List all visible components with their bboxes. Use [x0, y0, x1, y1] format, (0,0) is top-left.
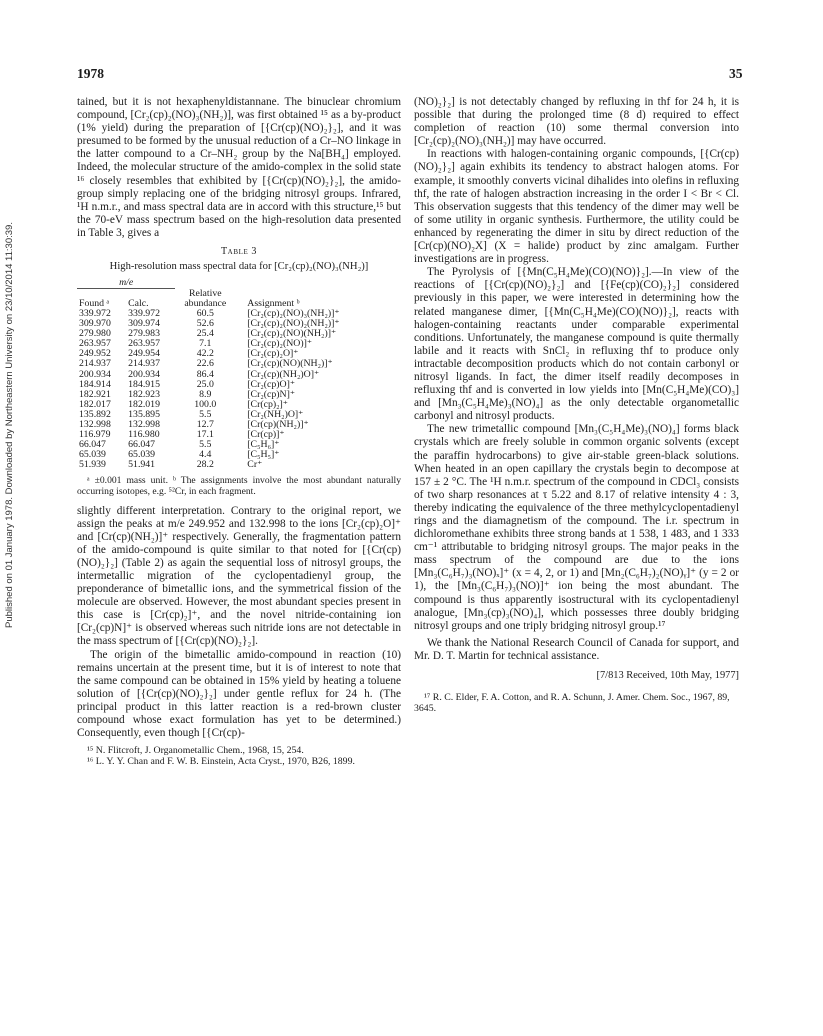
section-pyrolysis: The Pyrolysis of [{Mn(C₅H₄Me)(CO)(NO)}₂].—In view of the reactions of [{Cr(cp)(NO)₂}₂] and [{Fe(cp)(CO)₂}₂] considered previously in this paper, we were interested in determining how the related manganese dimer, [{Mn(C₅H₄Me)(CO)(NO)}₂], reacts with halogen-containing reactants under comparable experimental conditions. Unfortunately, the manganese compound is quite thermally labile and it reacts with SnCl₂ in refluxing thf to produce only intractable decomposition products which do not contain carbonyl or nitrosyl ligands. In fact, the dimer itself readily decomposes in refluxing thf and is converted in low yields into [Mn(C₅H₄Me)(CO)₃] and [Mn₃(C₅H₄Me)₃(NO)₄] as the only detectable organometallic carbonyl and nitrosyl products. — [414, 266, 739, 423]
calc-cell: 65.039 — [128, 449, 156, 461]
abundance-cell: 5.5 — [199, 408, 212, 420]
assignment-cell: [C₅H₅]⁺ — [247, 449, 280, 461]
table-row — [77, 359, 381, 369]
calc-cell: 249.954 — [128, 348, 160, 360]
table-row — [77, 380, 381, 390]
table-row — [77, 440, 381, 450]
found-cell: 214.937 — [79, 358, 111, 370]
calc-cell: 339.972 — [128, 308, 160, 319]
table-row — [77, 370, 381, 380]
table-notes: ᵃ ±0.001 mass unit. ᵇ The assignments involve the most abundant naturally occurring isotopes, e.g. ⁵²Cr, in each fragment. — [77, 474, 401, 497]
abundance-cell: 52.6 — [196, 318, 214, 330]
assignment-cell: [Cr(cp)₂]⁺ — [247, 398, 288, 410]
calc-cell: 182.923 — [128, 388, 160, 400]
table-row — [77, 430, 381, 440]
calc-cell: 214.937 — [128, 358, 160, 370]
page-number-left: 1978 — [77, 66, 104, 81]
download-watermark: Published on 01 January 1978. Downloaded by Northeastern University on 23/10/2014 11:30:39. — [4, 222, 15, 628]
found-cell: 339.972 — [79, 308, 111, 319]
found-cell: 51.939 — [79, 459, 106, 471]
abundance-cell: 7.1 — [199, 338, 212, 350]
assignment-cell: [Cr₂(NH₂)O]⁺ — [247, 408, 304, 420]
assignment-cell: [Cr₂(cp)(NH₂)O]⁺ — [247, 368, 320, 380]
calc-cell: 66.047 — [128, 439, 156, 451]
col-header-assignment: Assignment ᵇ — [247, 297, 300, 309]
assignment-cell: [Cr₂(cp)₂(NO)₃(NH₂)]⁺ — [247, 308, 340, 319]
calc-cell: 135.895 — [128, 408, 160, 420]
table-row — [77, 460, 381, 470]
paragraph: The new trimetallic compound [Mn₃(C₅H₄Me)₃(NO)₄] forms black crystals which are freely soluble in common organic solvents (except the paraffin hydrocarbons) to give air-stable green-black solutions. When heated in an open capillary the crystals begin to decompose at 157 ± 2 °C. The ¹H n.m.r. spectrum of the compound in CDCl₃ consists of two sharp resonances at τ 5.22 and 8.17 of relative intensity 4 : 3, thereby indicating the equivalence of the three methylcyclopentadienyl rings and the diamagnetism of the compound. The i.r. spectrum in dichloromethane exhibits three strong bands at 1 538, 1 483, and 1 333 cm⁻¹ attributable to bridging nitrosyl groups. The major peaks in the mass spectrum of the compound are due to the ions [Mn₃(C₆H₇)₃(NO)ₓ]⁺ (x = 4, 2, or 1) and [Mn₂(C₆H₇)₂(NO)ᵧ]⁺ (y = 2 or 1), the [Mn₃(C₆H₇)₃(NO)]⁺ ion being the most abundant. The compound is thus apparently isostructural with its cyclopentadienyl analogue, [Mn₃(cp)₃(NO)₄], which possesses three doubly bridging nitrosyl groups and one triply bridging nitrosyl group.¹⁷ — [414, 423, 739, 632]
assignment-cell: Cr⁺ — [247, 459, 263, 471]
col-header-found: Found ᵃ — [79, 297, 110, 309]
footnote-16: ¹⁶ L. Y. Y. Chan and F. W. B. Einstein, Acta Cryst., 1970, B26, 1899. — [87, 756, 355, 768]
table-row — [77, 410, 381, 420]
found-cell: 249.952 — [79, 348, 111, 360]
abundance-cell: 12.7 — [196, 419, 214, 431]
left-column — [77, 96, 401, 768]
found-cell: 65.039 — [79, 449, 106, 461]
assignment-cell: [Cr₂(cp)₂O]⁺ — [247, 348, 299, 360]
abundance-cell: 17.1 — [196, 429, 214, 441]
assignment-cell: [Cr(cp)]⁺ — [247, 429, 285, 441]
assignment-cell: [Cr₂(cp)O]⁺ — [247, 378, 296, 390]
assignment-cell: [Cr₂(cp)₂(NO)₂(NH₂)]⁺ — [247, 318, 340, 330]
found-cell: 200.934 — [79, 368, 111, 380]
found-cell: 116.979 — [79, 429, 111, 441]
acknowledgement: We thank the National Research Council of Canada for support, and Mr. D. T. Martin for technical assistance. — [414, 636, 739, 662]
table-row — [77, 450, 381, 460]
mass-spectral-table — [77, 278, 381, 470]
table-row — [77, 349, 381, 359]
mz-header: m/e — [77, 278, 175, 289]
abundance-cell: 4.4 — [199, 449, 212, 461]
table-caption: High-resolution mass spectral data for [Cr₂(cp)₂(NO)₃(NH₂)] — [109, 261, 369, 273]
assignment-cell: [Cr(cp)(NH₂)]⁺ — [247, 419, 309, 431]
found-cell: 279.980 — [79, 328, 111, 340]
table-body — [77, 309, 381, 471]
calc-cell: 182.019 — [128, 398, 160, 410]
footnote-15: ¹⁵ N. Flitcroft, J. Organometallic Chem., 1968, 15, 254. — [87, 745, 304, 757]
abundance-cell: 5.5 — [199, 439, 212, 451]
found-cell: 182.921 — [79, 388, 111, 400]
found-cell: 184.914 — [79, 378, 111, 390]
assignment-cell: [Cr₂(cp)(NO)(NH₂)]⁺ — [247, 358, 333, 370]
assignment-cell: [Cr₂(cp)₂(NO)]⁺ — [247, 338, 313, 350]
found-cell: 135.892 — [79, 408, 111, 420]
calc-cell: 263.957 — [128, 338, 160, 350]
paragraph: tained, but it is not hexaphenyldistannane. The binuclear chromium compound, [Cr₂(cp)₂(NO)₃(NH₂)], was first obtained ¹⁵ as a by-product (1% yield) during the preparation of [{Cr(cp)(NO)₂}₂], and it was presumed to be formed by the unusual reduction of a Cr–NO linkage in the latter compound to a Cr–NH₂ group by the Na[BH₄] employed. Indeed, the molecular structure of the amido-complex in the solid state ¹⁶ closely resembles that exhibited by [{Cr(cp)(NO)₂}₂], the amido-group simply replacing one of the bridging nitrosyl groups. Infrared, ¹H n.m.r., and mass spectral data are in accord with this structure,¹⁵ but the 70-eV mass spectrum based on the high-resolution data presented in Table 3, gives a — [77, 96, 401, 239]
table-row — [77, 420, 381, 430]
table-row — [77, 339, 381, 349]
abundance-cell: 60.5 — [196, 308, 214, 319]
abundance-cell: 86.4 — [196, 368, 214, 380]
found-cell: 263.957 — [79, 338, 111, 350]
paragraph: slightly different interpretation. Contrary to the original report, we assign the peaks at m/e 249.952 and 132.998 to the ions [Cr₂(cp)₂O]⁺ and [Cr(cp)(NH₂)]⁺ respectively. Generally, the fragmentation pattern of the amido-compound is quite similar to that noted for [{Cr(cp)(NO)₂}₂] (Table 2) as again the sequential loss of nitrosyl groups, the intermetallic migration of the cyclopentadienyl group, the preponderance of bimetallic ions, and the symmetrical fission of the molecule are observed. However, the most abundant species present in this case is [Cr(cp)₂]⁺, and the novel nitride-containing ion [Cr₂(cp)N]⁺ is observed whereas such nitride ions are not detectable in the mass spectrum of [{Cr(cp)(NO)₂}₂]. — [77, 504, 401, 648]
abundance-cell: 8.9 — [199, 388, 212, 400]
paragraph: (NO)₂}₂] is not detectably changed by refluxing in thf for 24 h, it is possible that during the prolonged time (8 d) required to effect completion of reaction (10) some thermal conversion into [Cr₂(cp)₂(NO)₃(NH₂)] may have occurred. — [414, 96, 739, 148]
abundance-cell: 22.6 — [196, 358, 214, 370]
paragraph: The origin of the bimetallic amido-compound in reaction (10) remains uncertain at the present time, but it is of interest to note that the same compound can be obtained in 15% yield by heating a toluene solution of [{Cr(cp)(NO)₂}₂] under gentle reflux for 24 h. (The principal product in this latter reaction is a red-brown cluster compound whose exact formulation has yet to be determined.) Consequently, even though [{Cr(cp)- — [77, 648, 401, 740]
calc-cell: 132.998 — [128, 419, 160, 431]
calc-cell: 200.934 — [128, 368, 160, 380]
found-cell: 66.047 — [79, 439, 106, 451]
found-cell: 132.998 — [79, 419, 111, 431]
abundance-cell: 42.2 — [196, 348, 214, 360]
footnotes — [77, 745, 401, 768]
assignment-cell: [Cr₂(cp)N]⁺ — [247, 388, 296, 400]
table-row — [77, 329, 381, 339]
footnote-17: ¹⁷ R. C. Elder, F. A. Cotton, and R. A. Schunn, J. Amer. Chem. Soc., 1967, 89, 3645. — [414, 692, 730, 715]
col-header-abundance: Relative abundance — [184, 287, 227, 309]
col-header-calc: Calc. — [128, 297, 149, 309]
abundance-cell: 100.0 — [194, 398, 217, 410]
page-number-right: 35 — [729, 66, 743, 81]
assignment-cell: [C₅H₆]⁺ — [247, 439, 280, 451]
calc-cell: 279.983 — [128, 328, 160, 340]
calc-cell: 184.915 — [128, 378, 160, 390]
found-cell: 182.017 — [79, 398, 111, 410]
assignment-cell: [Cr₂(cp)₂(NO)(NH₂)]⁺ — [247, 328, 337, 340]
abundance-cell: 25.4 — [196, 328, 214, 340]
table-title: Table 3 — [220, 246, 258, 258]
table-row — [77, 400, 381, 410]
paragraph: In reactions with halogen-containing organic compounds, [{Cr(cp)(NO)₂}₂] again exhibits its tendency to abstract halogen atoms. For example, it smoothly converts vicinal dihalides into olefins in refluxing thf, the rate of halogen abstraction increasing in the order I < Br < Cl. This observation suggests that this tendency of the dimer may well be of some utility in organic synthesis. Furthermore, the utility could be enhanced by regenerating the dimer in situ by direct reduction of the [Cr(cp)(NO)₂X] (X = halide) product by zinc amalgam. Further investigations are in progress. — [414, 148, 739, 266]
right-column — [414, 96, 739, 715]
received-date: [7/813 Received, 10th May, 1977] — [596, 670, 739, 682]
abundance-cell: 25.0 — [196, 378, 214, 390]
abundance-cell: 28.2 — [196, 459, 214, 471]
table-row — [77, 390, 381, 400]
found-cell: 309.970 — [79, 318, 111, 330]
calc-cell: 51.941 — [128, 459, 156, 471]
calc-cell: 116.980 — [128, 429, 160, 441]
calc-cell: 309.974 — [128, 318, 160, 330]
